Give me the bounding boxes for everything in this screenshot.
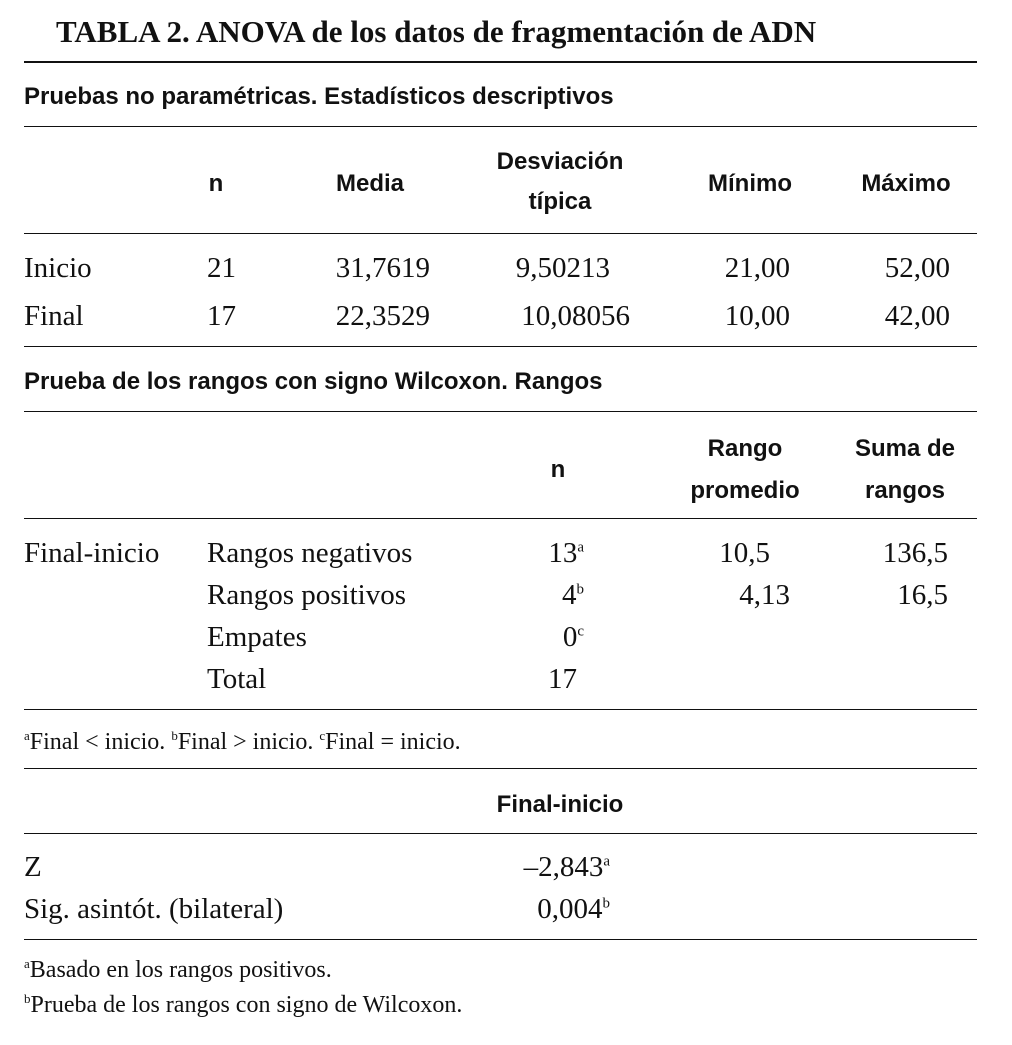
footnote-marker: a <box>24 728 30 743</box>
header-rule <box>24 518 977 519</box>
footnote-line <box>24 957 332 984</box>
section-end-rule <box>24 346 977 347</box>
footnote-text: Final = inicio. <box>325 729 461 755</box>
header-final-inicio: Final-inicio <box>496 791 624 818</box>
section-rule <box>24 411 977 412</box>
footnote-marker: a <box>603 853 610 870</box>
table-cell-media: 22,3529 <box>335 300 430 332</box>
header-n: n <box>208 170 224 197</box>
group-label: Final-inicio <box>24 537 160 569</box>
table-cell-value <box>440 851 610 884</box>
header-rango-promedio-text: Rango promedio <box>690 435 800 504</box>
table-cell-n-value: 0 <box>562 621 578 653</box>
table-cell-rango-promedio: 4,13 <box>739 579 790 611</box>
footnote-text: Final > inicio. <box>177 729 320 755</box>
header-desviacion-text: Desviación típica <box>496 148 624 215</box>
section-title-descriptivos: Pruebas no paramétricas. Estadísticos descriptivos <box>24 83 614 110</box>
header-desviacion <box>460 142 660 222</box>
header-suma-rangos <box>830 428 980 512</box>
table-row-label: Final <box>24 300 84 332</box>
header-rango-promedio <box>670 428 820 512</box>
table-cell-n: 17 <box>548 663 577 695</box>
section-rule <box>24 126 977 127</box>
table-cell-value-text: 0,004 <box>537 893 603 925</box>
footnote-text: Basado en los rangos positivos. <box>29 957 332 983</box>
table-row-label: Empates <box>207 621 307 653</box>
footnote-line <box>24 729 461 756</box>
section-title-wilcoxon: Prueba de los rangos con signo Wilcoxon. Rangos <box>24 368 603 395</box>
footnote-marker: a <box>24 956 30 971</box>
table-cell-media: 31,7619 <box>335 252 430 284</box>
header-n: n <box>550 456 566 483</box>
table-title: TABLA 2. ANOVA de los datos de fragmentación de ADN <box>56 14 817 49</box>
table-cell-n: 17 <box>207 300 236 332</box>
table-cell-n <box>500 537 584 570</box>
footnote-marker: b <box>171 728 178 743</box>
footnote-marker: b <box>24 991 31 1006</box>
table-cell-desviacion: 9,50213 <box>515 252 610 284</box>
table-row-label: Sig. asintót. (bilateral) <box>24 893 284 925</box>
header-rule <box>24 233 977 234</box>
table-row-label: Total <box>207 663 267 695</box>
table-cell-maximo: 42,00 <box>884 300 950 332</box>
table-cell-desviacion: 10,08056 <box>521 300 630 332</box>
table-cell-rango-promedio: 10,5 <box>719 537 770 569</box>
section-end-rule <box>24 939 977 940</box>
table-row-label: Rangos positivos <box>207 579 406 611</box>
footnote-marker: a <box>577 539 584 556</box>
table-cell-suma: 16,5 <box>897 579 948 611</box>
table-row-label: Inicio <box>24 252 92 284</box>
table-cell-value <box>440 893 610 926</box>
table-row-label: Rangos negativos <box>207 537 413 569</box>
table-cell-maximo: 52,00 <box>884 252 950 284</box>
table-cell-n <box>500 579 584 612</box>
section-end-rule <box>24 709 977 710</box>
table-cell-minimo: 10,00 <box>724 300 790 332</box>
header-minimo: Mínimo <box>708 170 792 197</box>
title-rule <box>24 61 977 63</box>
table-cell-n-value: 13 <box>548 537 578 569</box>
footnote-marker: c <box>319 728 326 743</box>
footnote-text: Final < inicio. <box>29 729 172 755</box>
header-media: Media <box>335 170 404 197</box>
table-cell-n-value: 4 <box>562 579 577 611</box>
table-cell-suma: 136,5 <box>882 537 948 569</box>
table-cell-n: 21 <box>207 252 236 284</box>
footnote-line <box>24 992 462 1019</box>
header-rule <box>24 833 977 834</box>
table-cell-minimo: 21,00 <box>724 252 790 284</box>
table-row-label: Z <box>24 851 42 883</box>
footnote-marker: c <box>577 623 584 640</box>
header-maximo: Máximo <box>861 170 951 197</box>
header-suma-rangos-text: Suma de rangos <box>854 435 956 504</box>
footnote-text: Prueba de los rangos con signo de Wilcoxon. <box>30 992 463 1018</box>
table-cell-n <box>500 621 584 654</box>
footnote-marker: b <box>602 895 610 912</box>
footnote-marker: b <box>576 581 584 598</box>
section-rule <box>24 768 977 769</box>
table-cell-value-text: –2,843 <box>523 851 604 883</box>
